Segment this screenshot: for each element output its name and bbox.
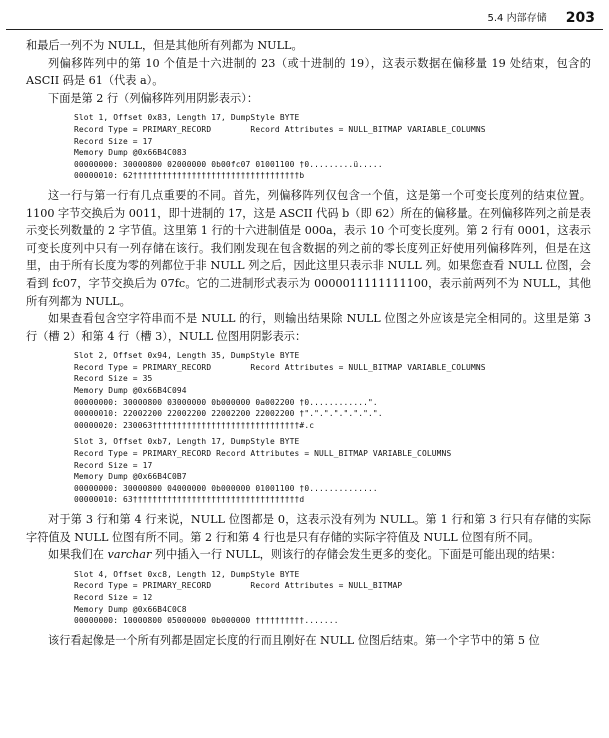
paragraph-7-start: 如果我们在 [48,548,108,562]
varchar-term: varchar [107,548,152,562]
paragraph-8: 该行看起像是一个所有列都是固定长度的行而且刚好在 NULL 位图后结束。第一个字节中的第 5 位 [48,633,540,647]
page-content [26,37,591,649]
paragraph-7 [26,546,591,564]
paragraph-6: 对于第 3 行和第 4 行来说，NULL 位图都是 0，这表示没有列为 NULL。第 1 行和第 3 行只有存储的实际字符值及 NULL 位图有所不同。第 2 行和第 4 行也是只有存储的实际字符值及 NULL 位图有所不同。 [26,513,591,544]
paragraph-3: 下面是第 2 行（列偏移阵列用阴影表示）： [48,91,259,105]
memory-dump-slot-2: Slot 2, Offset 0x94, Length 35, DumpStyle BYTE Record Type = PRIMARY_RECORD Record Attributes = NULL_BITMAP VARIABLE_COLUMNS Record Size = 35 Memory Dump @0x66B4C094 00000000: 30000800 03000000 0b000000 0a002200 †0............". 00000010: 22002200 22002200 22002200 22002200 †".".".".".".".". 00000020: 230063††††††††††††††††††††††††††††††#.c [74,351,486,430]
page-number: 203 [565,10,595,26]
memory-dump-slot-4: Slot 4, Offset 0xc8, Length 12, DumpStyle BYTE Record Type = PRIMARY_RECORD Record Attributes = NULL_BITMAP Record Size = 12 Memory Dump @0x66B4C0C8 00000000: 10000800 05000000 0b000000 ††††††††††....... [74,569,403,626]
paragraph-7-end: 列中插入一行 NULL，则该行的存储会发生更多的变化。下面是可能出现的结果： [151,548,562,562]
section-title: 5.4 内部存储 [487,13,547,24]
paragraph-1: 和最后一列不为 NULL，但是其他所有列都为 NULL。 [26,39,303,52]
memory-dump-slot-3: Slot 3, Offset 0xb7, Length 17, DumpStyle BYTE Record Type = PRIMARY_RECORD Record Attributes = NULL_BITMAP VARIABLE_COLUMNS Record Size = 17 Memory Dump @0x66B4C0B7 00000000: 30000800 04000000 0b000000 01001100 †0.............. 00000010: 63††††††††††††††††††††††††††††††††††d [74,437,452,505]
running-header [487,9,595,26]
paragraph-4: 这一行与第一行有几点重要的不同。首先，列偏移阵列仅包含一个值，这是第一个可变长度列的结束位置。1100 字节交换后为 0011，即十进制的 17，这是 ASCII 代码 b（即 62）所在的偏移量。在列偏移阵列之前是表示变长列数量的 2 字节值。这里第 1 行的十六进制值是 000a，表示 10 个可变长度列。第 2 行有 0001，这表示可变长度列中只有一列存储在该行。我们刚发现在包含数据的列之前的零长度列正好使用列偏移阵列，但是在这里，由于所有长度为零的列都位于非 NULL 列之后，因此这里只表示非 NULL 列。如果您查看 NULL 位图，会看到 fc07，字节交换后为 07fc。它的二进制形式表示为 0000011111111100，表示前两列不为 NULL，其他所有列都为 NULL。 [26,188,591,308]
header-rule [6,29,603,30]
memory-dump-slot-1: Slot 1, Offset 0x83, Length 17, DumpStyle BYTE Record Type = PRIMARY_RECORD Record Attributes = NULL_BITMAP VARIABLE_COLUMNS Record Size = 17 Memory Dump @0x66B4C083 00000000: 30000800 02000000 0b00fc07 01001100 †0.........ü..... 00000010: 62††††††††††††††††††††††††††††††††††b [74,113,486,181]
paragraph-2: 列偏移阵列中的第 10 个值是十六进制的 23（或十进制的 19），这表示数据在偏移量 19 处结束，包含的 ASCII 码是 61（代表 a）。 [26,56,591,88]
paragraph-5: 如果查看包含空字符串而不是 NULL 的行，则输出结果除 NULL 位图之外应该是完全相同的。这里是第 3 行（槽 2）和第 4 行（槽 3），NULL 位图用阴影表示： [26,312,591,343]
